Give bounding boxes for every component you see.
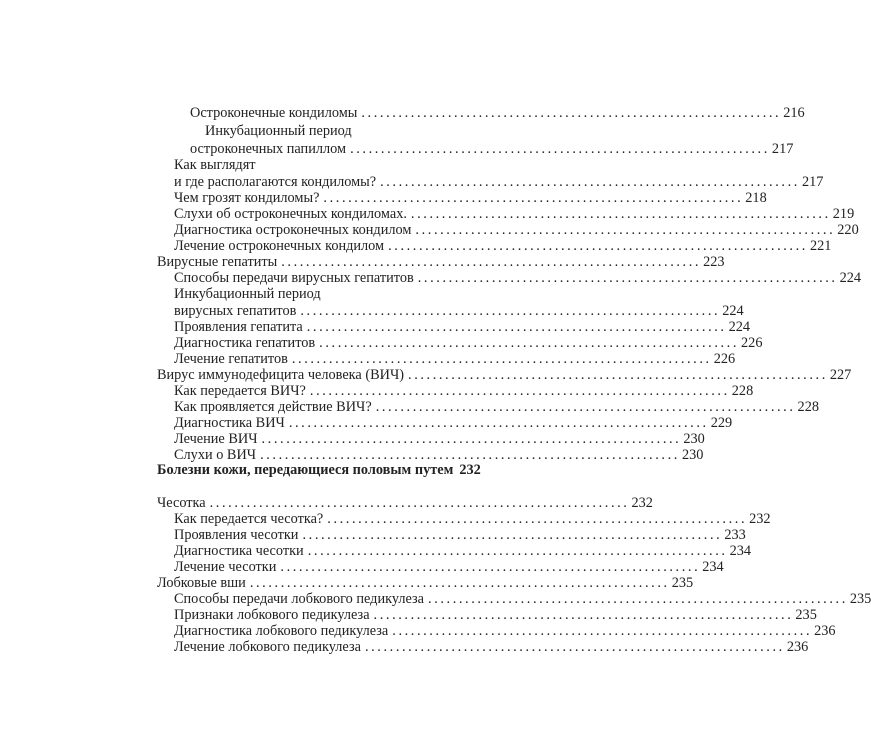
- toc-entry-page: 221: [809, 238, 832, 254]
- toc-entry-title: Инкубационный период: [174, 286, 321, 302]
- toc-entry-page: 217: [801, 174, 824, 190]
- toc-entry-page: 228: [797, 399, 819, 415]
- toc-entry-page: 235: [795, 607, 817, 623]
- dot-leader: ....................................................................: [281, 254, 702, 270]
- toc-entry-page: 216: [783, 105, 805, 121]
- toc-entry-page: 224: [728, 319, 751, 335]
- toc-entry-title: вирусных гепатитов: [174, 303, 297, 319]
- toc-entry-page: 220: [837, 222, 859, 238]
- dot-leader: ....................................................................: [361, 105, 782, 121]
- toc-entry-title: Инкубационный период: [205, 123, 352, 139]
- toc-entry-page: 219: [832, 206, 855, 222]
- dot-leader: ....................................................................: [327, 511, 748, 527]
- toc-entry-title: Чем грозят кондиломы?: [174, 190, 320, 206]
- toc-entry-title: Слухи о ВИЧ: [174, 447, 257, 463]
- toc-entry-title: Вирусные гепатиты: [157, 254, 278, 270]
- toc-entry-title: Лечение чесотки: [174, 559, 277, 575]
- toc-entry-title: остроконечных папиллом: [190, 141, 347, 157]
- toc-entry-title: Способы передачи вирусных гепатитов: [174, 270, 414, 286]
- dot-leader: ....................................................................: [323, 190, 744, 206]
- toc-entry-title: Чесотка: [157, 495, 206, 511]
- dot-leader: ....................................................................: [408, 367, 828, 383]
- toc-entry-page: 218: [745, 190, 767, 206]
- toc-entry-page: 236: [786, 639, 809, 655]
- toc-entry-title: Лечение остроконечных кондилом: [174, 238, 385, 254]
- toc-entry-title: Признаки лобкового педикулеза: [174, 607, 370, 623]
- toc-entry-title: Проявления гепатита: [174, 319, 303, 335]
- dot-leader: ....................................................................: [364, 639, 785, 655]
- toc-entry-page: 226: [713, 351, 736, 367]
- dot-leader: ....................................................................: [249, 575, 670, 591]
- toc-entry-title: Проявления чесотки: [174, 527, 299, 543]
- toc-entry-page: 228: [731, 383, 754, 399]
- toc-entry-title: Слухи об остроконечных кондиломах.: [174, 206, 407, 222]
- toc-entry-page: 233: [724, 527, 746, 543]
- dot-leader: ....................................................................: [280, 559, 701, 575]
- toc-entry-title: Диагностика остроконечных кондилом: [174, 222, 412, 238]
- dot-leader: ....................................................................: [319, 335, 740, 351]
- toc-entry-page: 234: [729, 543, 752, 559]
- dot-leader: ....................................................................: [260, 447, 680, 463]
- dot-leader: ....................................................................: [415, 222, 836, 238]
- toc-section-heading: [157, 461, 481, 479]
- dot-leader: ....................................................................: [392, 623, 813, 639]
- toc-entry-title: Лечение лобкового педикулеза: [174, 639, 361, 655]
- toc-entry-page: 230: [683, 431, 705, 447]
- dot-leader: ....................................................................: [306, 319, 727, 335]
- dot-leader: ....................................................................: [373, 607, 794, 623]
- toc-entry-page: 230: [681, 447, 704, 463]
- dot-leader: ....................................................................: [388, 238, 808, 254]
- toc-entry-page: 235: [671, 575, 694, 591]
- dot-leader: ....................................................................: [428, 591, 848, 607]
- toc-entry-title: Как передается чесотка?: [174, 511, 324, 527]
- toc-entry-page: 232: [631, 495, 653, 511]
- toc-entry-page: 232: [749, 511, 771, 527]
- toc-entry-title: Остроконечные кондиломы: [190, 105, 358, 121]
- toc-entry-page: 224: [722, 303, 744, 319]
- toc-entry: [174, 156, 475, 174]
- toc-entry-title: и где располагаются кондиломы?: [174, 174, 377, 190]
- toc-entry-page: 227: [829, 367, 852, 383]
- dot-leader: ....................................................................: [302, 527, 723, 543]
- toc-entry-title: Лечение ВИЧ: [174, 431, 258, 447]
- dot-leader: ....................................................................: [291, 351, 712, 367]
- toc-entry: [174, 638, 809, 656]
- toc-entry-page: 217: [771, 141, 794, 157]
- dot-leader: ....................................................................: [350, 141, 770, 157]
- toc-entry-title: Болезни кожи, передающиеся половым путем: [157, 462, 454, 478]
- toc-entry-title: Диагностика чесотки: [174, 543, 304, 559]
- toc-entry-page: 224: [839, 270, 862, 286]
- dot-leader: ....................................................................: [209, 495, 630, 511]
- toc-entry-page: 223: [703, 254, 725, 270]
- dot-leader: ....................................................................: [410, 206, 831, 222]
- toc-entry-title: Вирус иммунодефицита человека (ВИЧ): [157, 367, 405, 383]
- toc-entry-title: Лечение гепатитов: [174, 351, 288, 367]
- toc-entry-page: 226: [741, 335, 763, 351]
- dot-leader: ....................................................................: [309, 383, 730, 399]
- toc-entry-page: 229: [710, 415, 733, 431]
- toc-entry-title: Как выглядят: [174, 157, 256, 173]
- toc-entry-page: 235: [849, 591, 871, 607]
- toc-entry: [190, 104, 805, 122]
- toc-entry: [174, 285, 475, 303]
- dot-leader: ....................................................................: [307, 543, 728, 559]
- toc-entry-title: Диагностика ВИЧ: [174, 415, 285, 431]
- toc-entry-page: 236: [814, 623, 836, 639]
- toc-entry-title: Как проявляется действие ВИЧ?: [174, 399, 372, 415]
- toc-entry-title: Диагностика гепатитов: [174, 335, 316, 351]
- toc-entry-title: Как передается ВИЧ?: [174, 383, 306, 399]
- dot-leader: ....................................................................: [288, 415, 709, 431]
- dot-leader: ....................................................................: [375, 399, 796, 415]
- dot-leader: ....................................................................: [380, 174, 800, 190]
- toc-entry-title: Диагностика лобкового педикулеза: [174, 623, 389, 639]
- dot-leader: ....................................................................: [417, 270, 838, 286]
- dot-leader: ....................................................................: [300, 303, 721, 319]
- toc-entry-page: 234: [702, 559, 724, 575]
- toc-entry-title: Лобковые вши: [157, 575, 246, 591]
- dot-leader: ....................................................................: [261, 431, 682, 447]
- toc-entry: [205, 122, 475, 140]
- toc-entry-title: Способы передачи лобкового педикулеза: [174, 591, 425, 607]
- toc-entry-page: 232: [459, 462, 481, 478]
